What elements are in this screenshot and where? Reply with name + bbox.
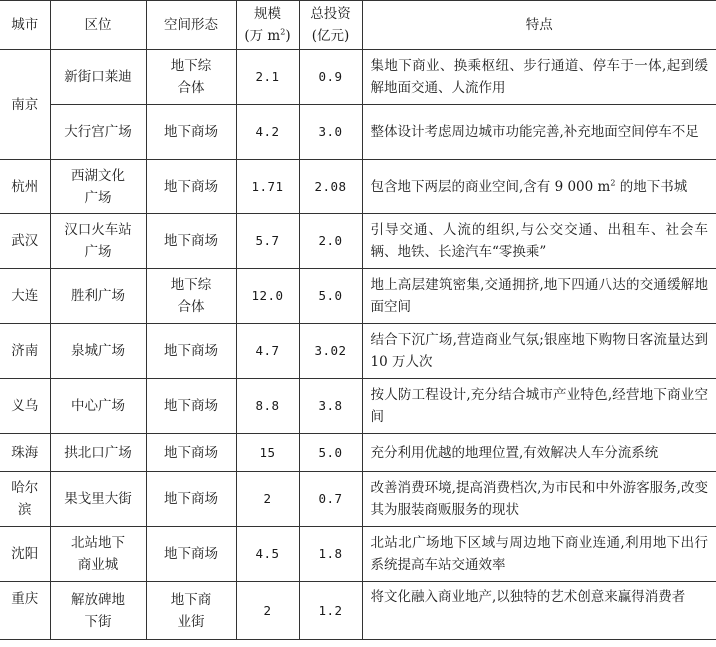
form-cell: 地下综合体 [146,269,236,324]
location-cell: 解放碑地下街 [50,582,146,640]
location-cell: 泉城广场 [50,324,146,379]
header-features: 特点 [362,1,716,50]
form-cell: 地下商场 [146,160,236,214]
city-cell: 武汉 [0,214,50,269]
invest-cell: 1.2 [299,582,362,640]
invest-cell: 3.0 [299,105,362,160]
header-scale-line2: (万 m [244,28,281,44]
invest-cell: 2.0 [299,214,362,269]
features-text-post: 的地下书城 [615,178,688,195]
city-cell: 珠海 [0,434,50,472]
invest-cell: 3.8 [299,379,362,434]
features-sup: 2 [610,178,616,187]
header-invest-line2: (亿元) [311,28,350,44]
location-cell: 胜利广场 [50,269,146,324]
table-row [0,379,716,434]
header-form: 空间形态 [146,1,236,50]
form-cell: 地下商场 [146,472,236,527]
scale-cell: 2 [236,582,299,640]
features-cell: 将文化融入商业地产,以独特的艺术创意来赢得消费者 [362,582,716,640]
table-row [0,434,716,472]
location-cell: 北站地下商业城 [50,527,146,582]
header-scale-line1: 规模 [254,6,281,22]
form-cell: 地下商场 [146,105,236,160]
features-cell: 北站北广场地下区域与周边地下商业连通,利用地下出行系统提高车站交通效率 [362,527,716,582]
city-cell: 济南 [0,324,50,379]
features-cell: 结合下沉广场,营造商业气氛;银座地下购物日客流量达到 10 万人次 [362,324,716,379]
scale-cell: 1.71 [236,160,299,214]
location-cell: 新街口莱迪 [50,50,146,105]
table-row [0,105,716,160]
table-row [0,50,716,105]
scale-cell: 4.7 [236,324,299,379]
city-cell: 重庆 [0,582,50,640]
location-cell: 果戈里大街 [50,472,146,527]
table-row [0,527,716,582]
city-cell: 杭州 [0,160,50,214]
features-cell: 集地下商业、换乘枢纽、步行通道、停车于一体,起到缓解地面交通、人流作用 [362,50,716,105]
location-cell: 拱北口广场 [50,434,146,472]
scale-cell: 4.2 [236,105,299,160]
scale-cell: 15 [236,434,299,472]
form-cell: 地下商业街 [146,582,236,640]
city-cell: 哈尔滨 [0,472,50,527]
features-cell: 引导交通、人流的组织,与公交交通、出租车、社会车辆、地铁、长途汽车“零换乘” [362,214,716,269]
invest-cell: 1.8 [299,527,362,582]
form-cell: 地下综合体 [146,50,236,105]
features-cell: 地上高层建筑密集,交通拥挤,地下四通八达的交通缓解地面空间 [362,269,716,324]
city-cell: 南京 [0,50,50,160]
table-row [0,582,716,640]
features-cell: 整体设计考虑周边城市功能完善,补充地面空间停车不足 [362,105,716,160]
header-row [0,1,716,50]
scale-cell: 4.5 [236,527,299,582]
city-cell: 大连 [0,269,50,324]
header-city: 城市 [0,1,50,50]
header-scale [236,1,299,50]
form-cell: 地下商场 [146,379,236,434]
invest-cell: 2.08 [299,160,362,214]
form-cell: 地下商场 [146,527,236,582]
features-text-pre: 包含地下两层的商业空间,含有 9 000 m [370,178,611,195]
table-row [0,324,716,379]
location-cell: 中心广场 [50,379,146,434]
form-cell: 地下商场 [146,434,236,472]
header-scale-sup: 2 [280,27,286,37]
form-cell: 地下商场 [146,324,236,379]
invest-cell: 0.9 [299,50,362,105]
location-cell: 大行宫广场 [50,105,146,160]
features-cell [362,160,716,214]
scale-cell: 12.0 [236,269,299,324]
features-cell: 改善消费环境,提高消费档次,为市民和中外游客服务,改变其为服装商贩服务的现状 [362,472,716,527]
invest-cell: 3.02 [299,324,362,379]
scale-cell: 5.7 [236,214,299,269]
location-cell: 西湖文化广场 [50,160,146,214]
city-cell: 沈阳 [0,527,50,582]
table-row [0,472,716,527]
invest-cell: 5.0 [299,434,362,472]
header-location: 区位 [50,1,146,50]
invest-cell: 5.0 [299,269,362,324]
scale-cell: 2.1 [236,50,299,105]
scale-cell: 8.8 [236,379,299,434]
table-row [0,269,716,324]
features-cell: 充分利用优越的地理位置,有效解决人车分流系统 [362,434,716,472]
form-cell: 地下商场 [146,214,236,269]
header-invest [299,1,362,50]
location-cell: 汉口火车站广场 [50,214,146,269]
city-cell: 义乌 [0,379,50,434]
header-scale-close: ) [285,28,291,44]
header-invest-line1: 总投资 [310,6,351,22]
scale-cell: 2 [236,472,299,527]
invest-cell: 0.7 [299,472,362,527]
table-row [0,214,716,269]
features-cell: 按人防工程设计,充分结合城市产业特色,经营地下商业空间 [362,379,716,434]
table-row [0,160,716,214]
